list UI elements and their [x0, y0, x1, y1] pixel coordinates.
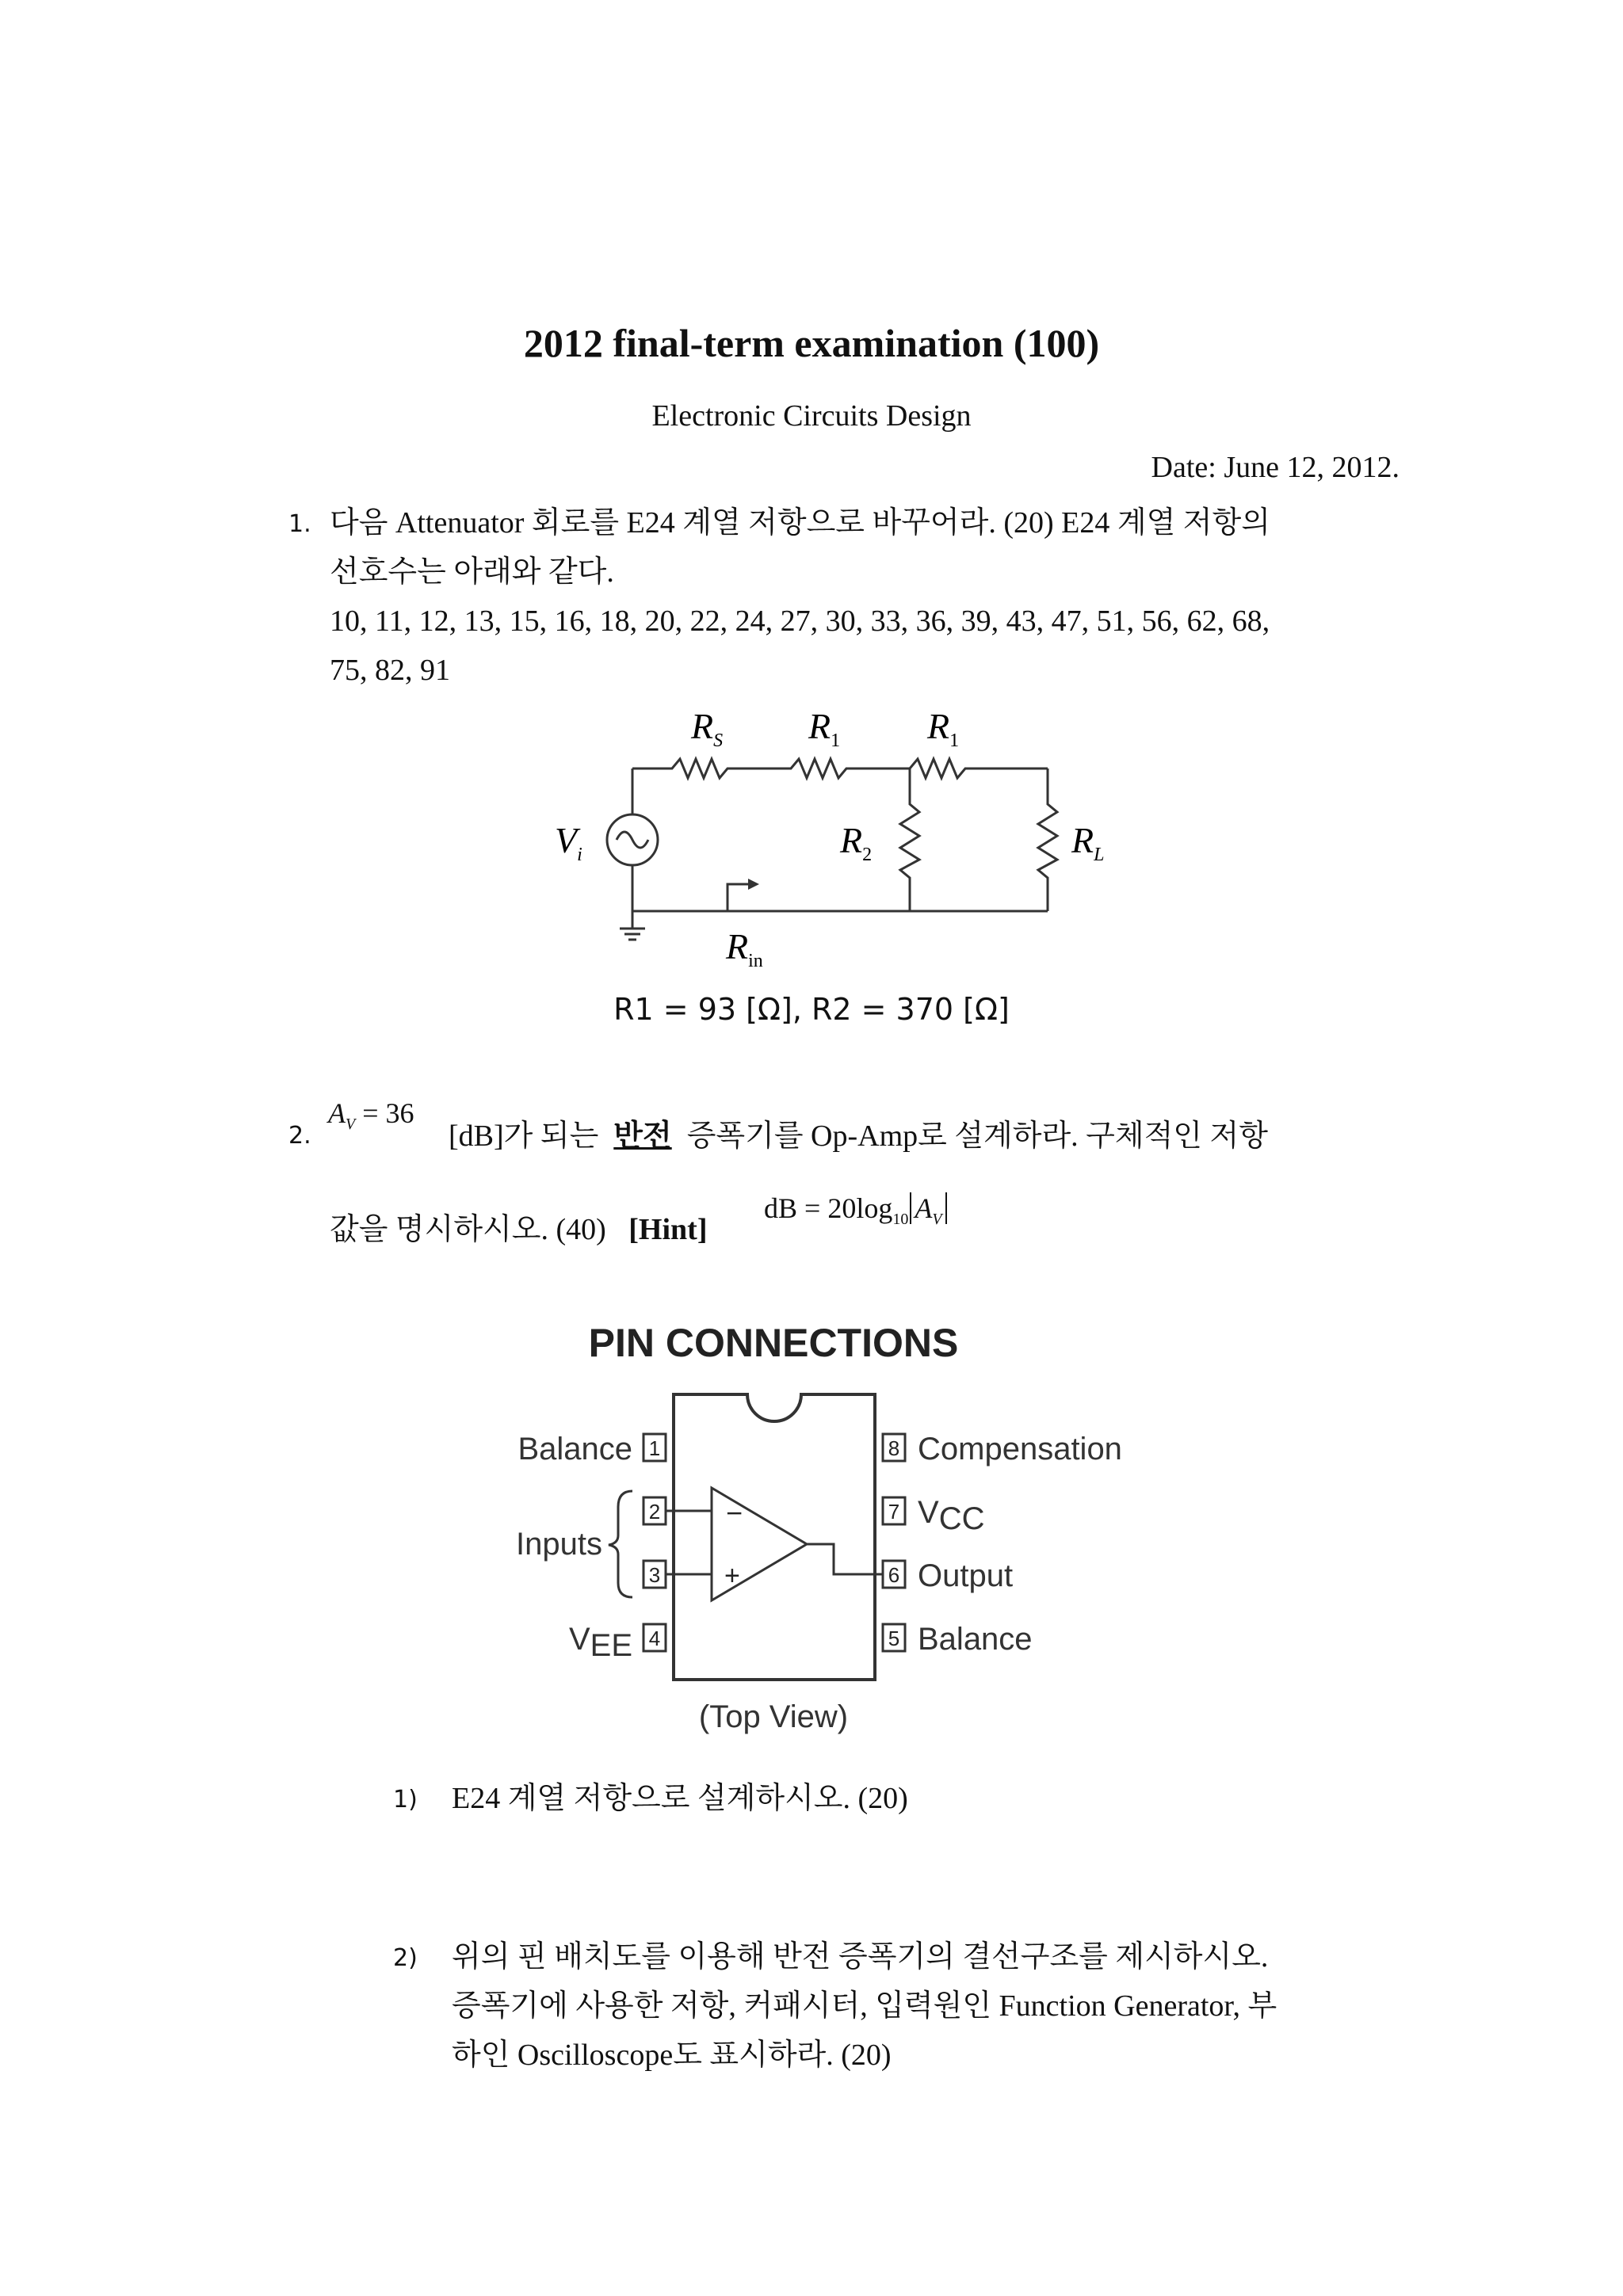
top-view-caption: (Top View)	[698, 1699, 849, 1734]
svg-text:5: 5	[888, 1627, 900, 1650]
svg-text:8: 8	[888, 1436, 900, 1460]
top-wire	[632, 759, 1048, 778]
q2-line1: [dB]가 되는 반전 증폭기를 Op-Amp로 설계하라. 구체적인 저항	[449, 1119, 1268, 1153]
course-name: Electronic Circuits Design	[651, 399, 972, 433]
q1-number: 1.	[288, 510, 311, 538]
svg-text:3: 3	[648, 1563, 661, 1587]
svg-text:Rin: $R_{in}$	[726, 926, 763, 971]
ic-package	[674, 1394, 875, 1680]
resistor-values-caption: R1 = 93 [Ω], R2 = 370 [Ω]	[613, 992, 1010, 1027]
svg-text:2: 2	[648, 1500, 661, 1524]
q2-number: 2.	[288, 1122, 311, 1150]
sub2-line2: 증폭기에 사용한 저항, 커패시터, 입력원인 Function Generator, 부	[452, 1989, 1277, 2023]
svg-text:Vi: $V_i$	[555, 820, 582, 865]
exam-date: Date: June 12, 2012.	[1151, 451, 1400, 484]
pin-diagram-title: PIN CONNECTIONS	[588, 1321, 959, 1365]
svg-text:7: 7	[888, 1500, 900, 1524]
sub2-line1: 위의 핀 배치도를 이용해 반전 증폭기의 결선구조를 제시하시오.	[452, 1940, 1269, 1974]
svg-text:1: 1	[648, 1436, 661, 1460]
attenuator-circuit	[539, 697, 1141, 990]
inputs-label: Inputs	[516, 1527, 602, 1562]
sub1-text: E24 계열 저항으로 설계하시오. (20)	[452, 1782, 908, 1815]
pin5-label: Balance	[918, 1622, 1033, 1657]
hint-label: [Hint]	[628, 1213, 708, 1246]
sub2-number: 2)	[393, 1944, 418, 1972]
pin8-label: Compensation	[918, 1432, 1122, 1466]
svg-text:R1: $R_1$	[927, 706, 960, 751]
rin-arrow-icon	[727, 884, 751, 911]
svg-text:R2: $R_2$	[840, 820, 873, 865]
resistor-r2	[900, 769, 919, 911]
q1-values-line1: 10, 11, 12, 13, 15, 16, 18, 20, 22, 24, 27, 30, 33, 36, 39, 43, 47, 51, 56, 62, 68,	[330, 605, 1270, 638]
pin6-label: Output	[918, 1558, 1014, 1593]
av-equation: $A_V = 36$	[328, 1097, 414, 1134]
sub1-number: 1)	[393, 1786, 418, 1814]
opamp-pin-diagram	[491, 1307, 1141, 1767]
svg-text:6: 6	[888, 1563, 900, 1587]
pin1-label: Balance	[517, 1432, 632, 1466]
pin7-label: VCC	[918, 1495, 985, 1536]
svg-text:4: 4	[648, 1627, 661, 1650]
plus-sign: +	[724, 1561, 740, 1591]
svg-text:R1: $R_1$	[808, 706, 841, 751]
ac-wave	[617, 832, 648, 848]
pin4-label: VEE	[568, 1622, 632, 1663]
inputs-brace-icon	[609, 1491, 632, 1597]
resistor-rl	[1038, 769, 1057, 911]
minus-sign: −	[726, 1497, 743, 1529]
sub2-line3: 하인 Oscilloscope도 표시하라. (20)	[452, 2039, 892, 2072]
q2-line2: 값을 명시하시오. (40) [Hint]	[330, 1213, 708, 1246]
svg-text:RL: $R_L$	[1071, 820, 1105, 865]
svg-text:RS: $R_S$	[691, 706, 724, 751]
q1-line2: 선호수는 아래와 같다.	[330, 555, 614, 589]
inverting-keyword: 반전	[613, 1119, 672, 1153]
db-formula: dB = $20\log_{10}$ $A_V$	[764, 1192, 947, 1229]
q1-values-line2: 75, 82, 91	[330, 654, 450, 687]
exam-title: 2012 final-term examination (100)	[523, 321, 1100, 365]
q1-line1: 다음 Attenuator 회로를 E24 계열 저항으로 바꾸어라. (20) E24 계열 저항의	[330, 506, 1270, 540]
